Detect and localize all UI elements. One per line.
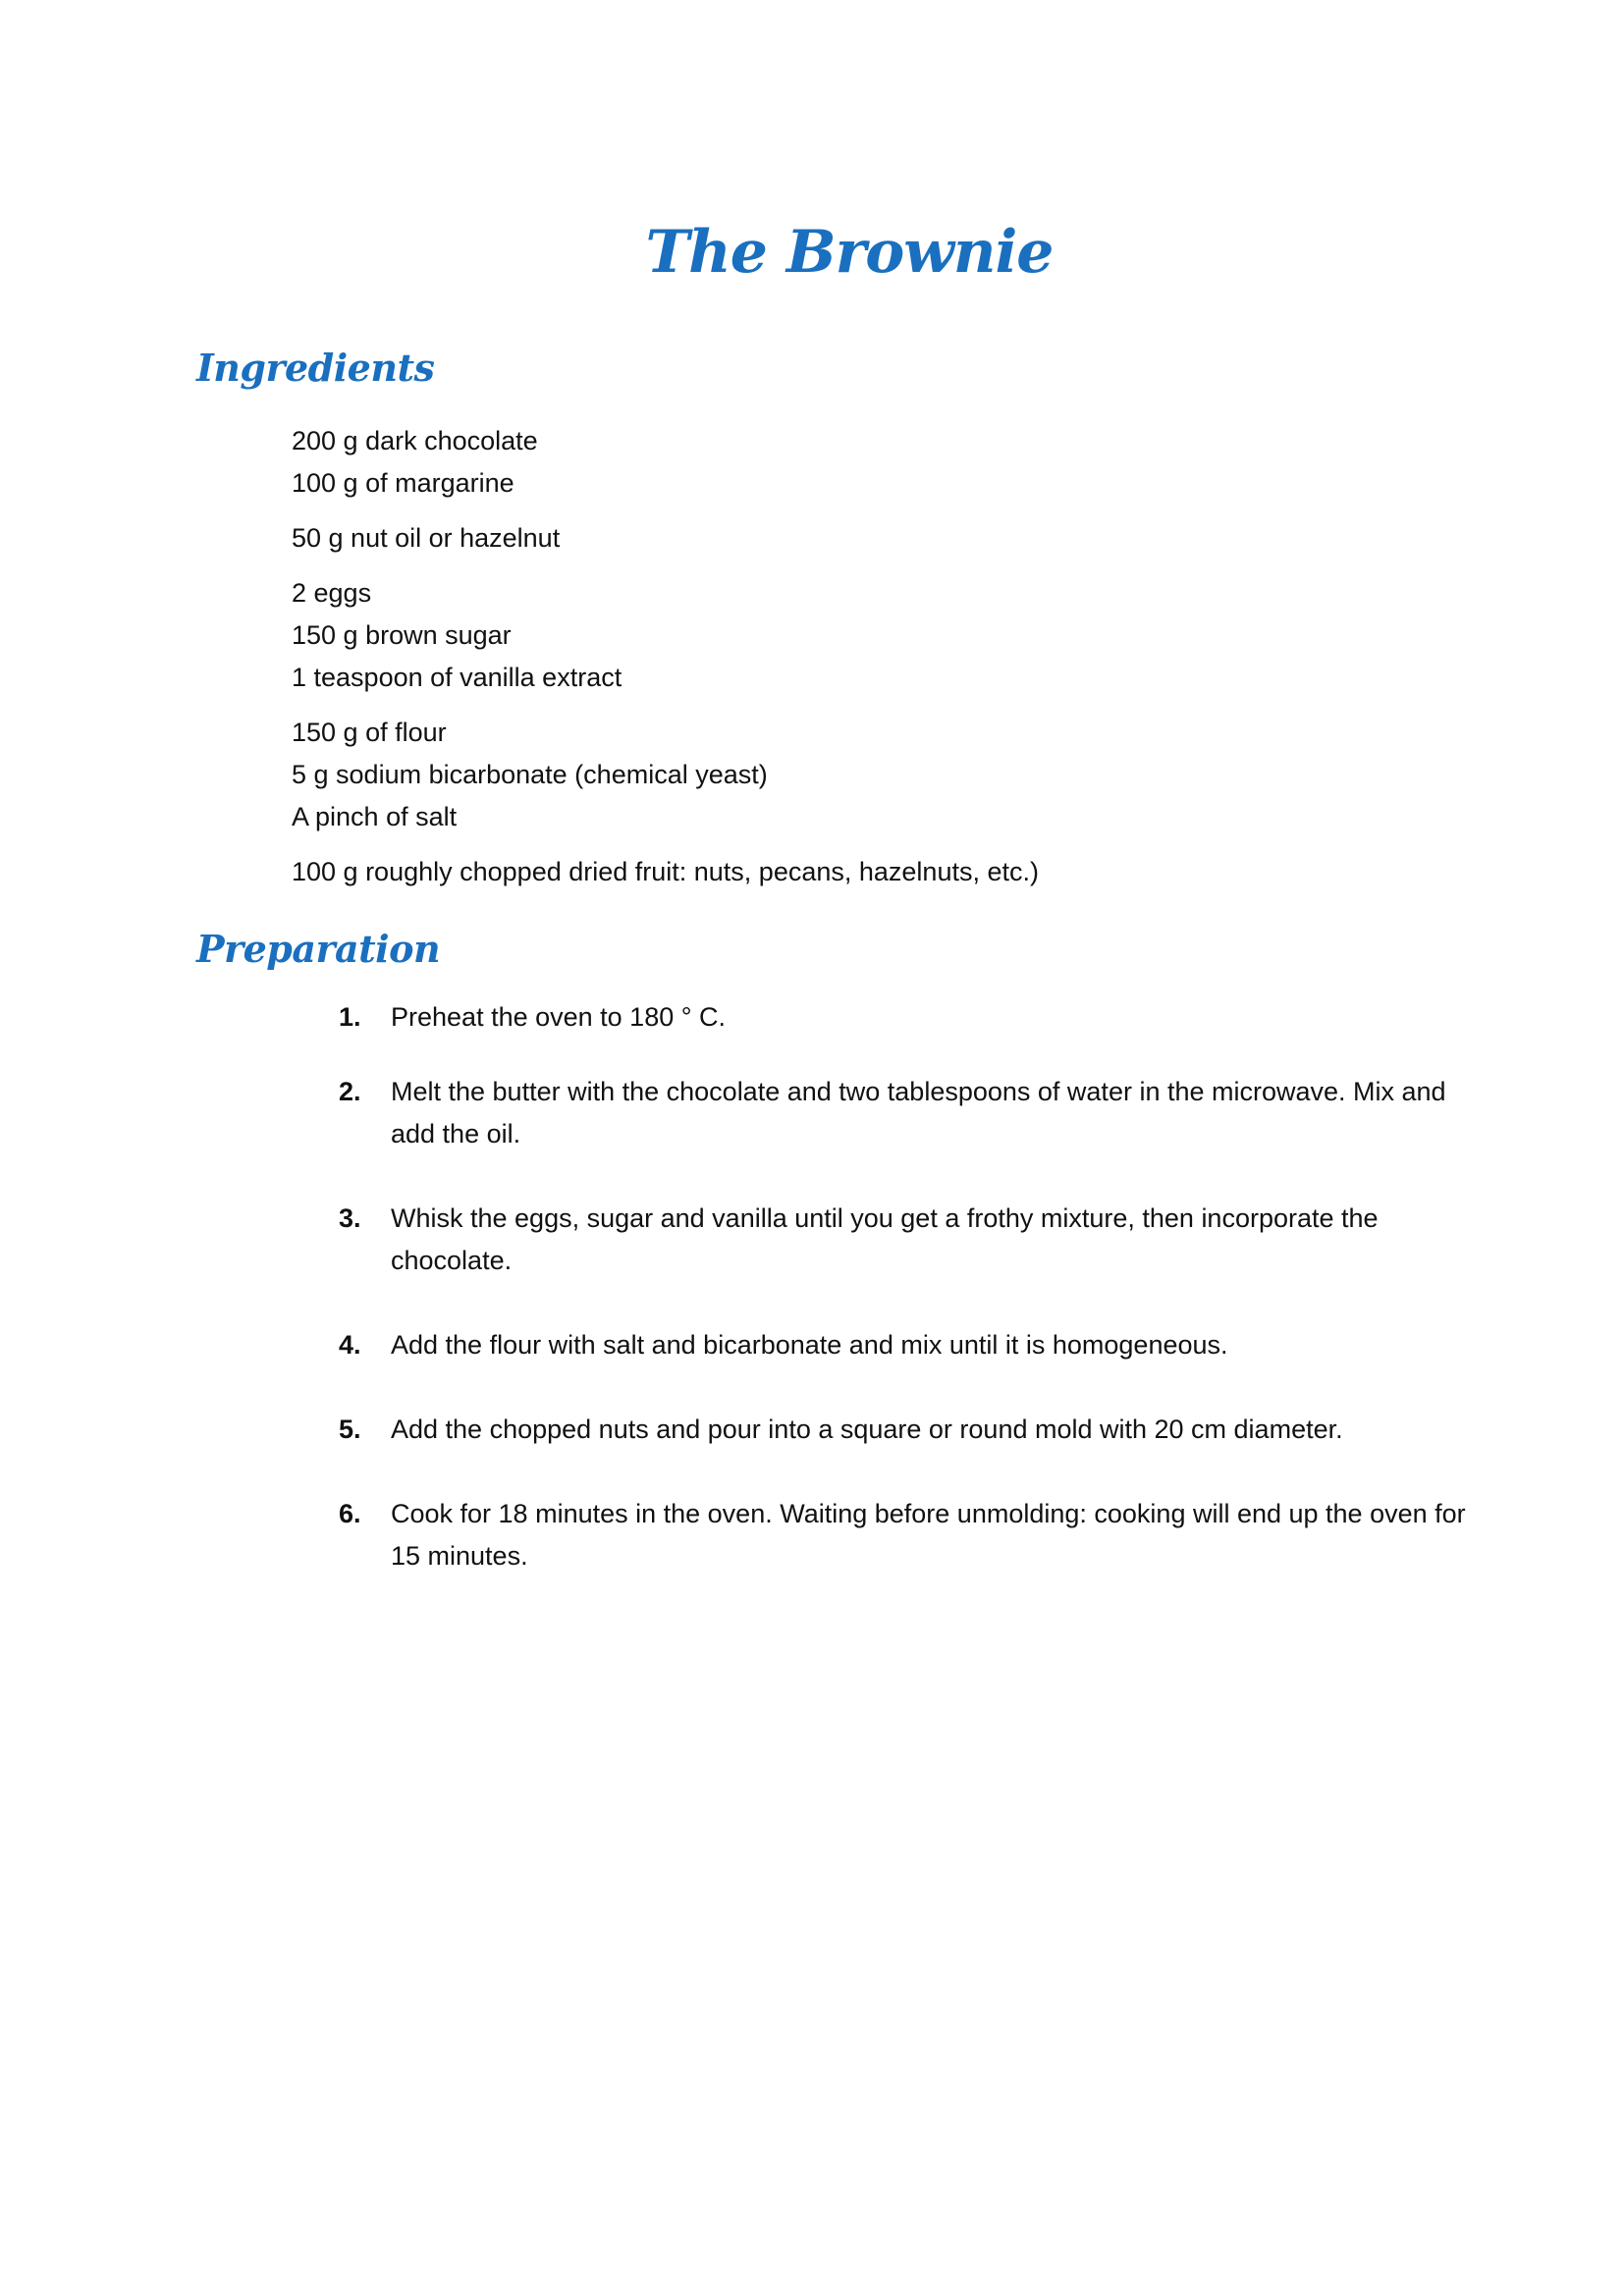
step-number: 2. (339, 1077, 361, 1106)
ingredient-item: 200 g dark chocolate (292, 426, 538, 455)
step-number: 5. (339, 1415, 361, 1444)
ingredient-group (292, 712, 1470, 838)
step-item (339, 1493, 1497, 1577)
ingredient-item: 150 g brown sugar (292, 620, 512, 650)
step-number: 6. (339, 1499, 361, 1528)
step-item (339, 1198, 1497, 1282)
ingredient-item: 100 g roughly chopped dried fruit: nuts, pecans, hazelnuts, etc.) (292, 857, 1039, 886)
step-number: 4. (339, 1330, 361, 1360)
ingredients-list (292, 420, 1470, 906)
ingredient-item: 50 g nut oil or hazelnut (292, 523, 561, 553)
ingredient-item: 2 eggs (292, 578, 372, 608)
step-item (339, 1071, 1497, 1155)
ingredients-heading: Ingredients (196, 346, 435, 390)
preparation-heading: Preparation (196, 927, 441, 971)
step-text: Preheat the oven to 180 ° C. (391, 1002, 727, 1032)
ingredient-item: A pinch of salt (292, 802, 458, 831)
step-item (339, 1324, 1497, 1366)
ingredient-group (292, 517, 1470, 560)
step-number: 3. (339, 1203, 361, 1233)
ingredient-item: 5 g sodium bicarbonate (chemical yeast) (292, 760, 768, 789)
ingredient-item: 150 g of flour (292, 718, 447, 747)
step-text: Add the flour with salt and bicarbonate and mix until it is homogeneous. (391, 1330, 1228, 1360)
page-title: The Brownie (645, 218, 1054, 287)
preparation-steps (339, 996, 1497, 1620)
ingredient-group (292, 420, 1470, 505)
step-text: Add the chopped nuts and pour into a square or round mold with 20 cm diameter. (391, 1415, 1343, 1444)
ingredient-group (292, 572, 1470, 699)
step-text: Whisk the eggs, sugar and vanilla until you get a frothy mixture, then incorporate the chocolate. (391, 1203, 1379, 1275)
step-item (339, 1409, 1497, 1451)
ingredient-item: 100 g of margarine (292, 468, 514, 498)
step-item (339, 996, 1497, 1039)
ingredient-group (292, 851, 1470, 893)
step-text: Cook for 18 minutes in the oven. Waiting before unmolding: cooking will end up the oven for 15 minutes. (391, 1499, 1466, 1571)
ingredient-item: 1 teaspoon of vanilla extract (292, 663, 623, 692)
step-number: 1. (339, 1002, 361, 1032)
step-text: Melt the butter with the chocolate and two tablespoons of water in the microwave. Mix and add the oil. (391, 1077, 1446, 1148)
